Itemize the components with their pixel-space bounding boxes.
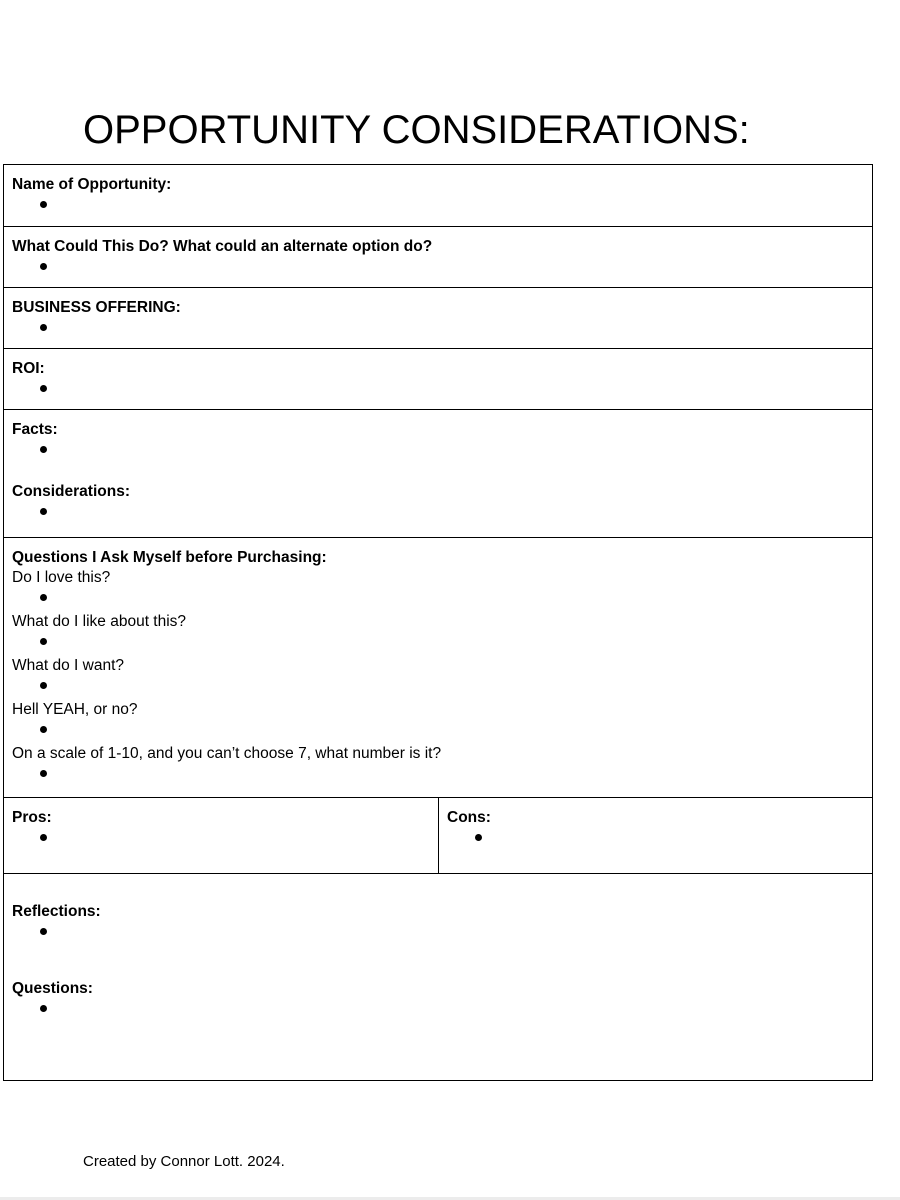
bullet-field[interactable] (12, 378, 864, 400)
bullet-field[interactable] (12, 921, 864, 943)
question-like: What do I like about this? (12, 613, 187, 630)
bullet-field[interactable] (12, 675, 864, 701)
bullet-field[interactable] (12, 763, 864, 785)
bullet-field[interactable] (12, 719, 864, 745)
bullet-field[interactable] (12, 631, 864, 657)
label-pros: Pros: (12, 809, 52, 826)
label-what-could-this-do: What Could This Do? What could an alternate option do? (12, 238, 433, 255)
label-roi: ROI: (12, 360, 45, 377)
question-scale: On a scale of 1-10, and you can’t choose 7, what number is it? (12, 745, 442, 762)
cons-cell (438, 798, 872, 873)
row-what-could-this-do (4, 227, 872, 288)
bullet-field[interactable] (12, 317, 864, 339)
row-reflections-questions (4, 874, 872, 1080)
bullet-field[interactable] (12, 587, 864, 613)
bullet-field[interactable] (12, 501, 864, 523)
row-business-offering (4, 288, 872, 349)
question-hell-yeah: Hell YEAH, or no? (12, 701, 138, 718)
label-facts: Facts: (12, 421, 58, 438)
label-questions: Questions: (12, 980, 93, 997)
label-questions-before-purchasing: Questions I Ask Myself before Purchasing: (12, 549, 327, 566)
row-questions-before-purchasing (4, 538, 872, 798)
bullet-field[interactable] (12, 998, 864, 1020)
bullet-field[interactable] (12, 256, 864, 278)
bullet-field[interactable] (12, 194, 864, 216)
label-business-offering: BUSINESS OFFERING: (12, 299, 181, 316)
bullet-field[interactable] (447, 827, 864, 849)
page-title: OPPORTUNITY CONSIDERATIONS: (83, 108, 750, 152)
row-pros-cons (4, 798, 872, 874)
question-love: Do I love this? (12, 569, 111, 586)
question-want: What do I want? (12, 657, 125, 674)
bullet-field[interactable] (12, 827, 430, 849)
label-name-of-opportunity: Name of Opportunity: (12, 176, 172, 193)
considerations-form (3, 164, 873, 1081)
row-facts-considerations (4, 410, 872, 538)
row-roi (4, 349, 872, 410)
label-considerations: Considerations: (12, 483, 130, 500)
bullet-field[interactable] (12, 439, 864, 461)
label-cons: Cons: (447, 809, 491, 826)
pros-cell (4, 798, 438, 873)
label-reflections: Reflections: (12, 903, 101, 920)
row-name-of-opportunity (4, 165, 872, 227)
footer-credit: Created by Connor Lott. 2024. (83, 1153, 285, 1170)
